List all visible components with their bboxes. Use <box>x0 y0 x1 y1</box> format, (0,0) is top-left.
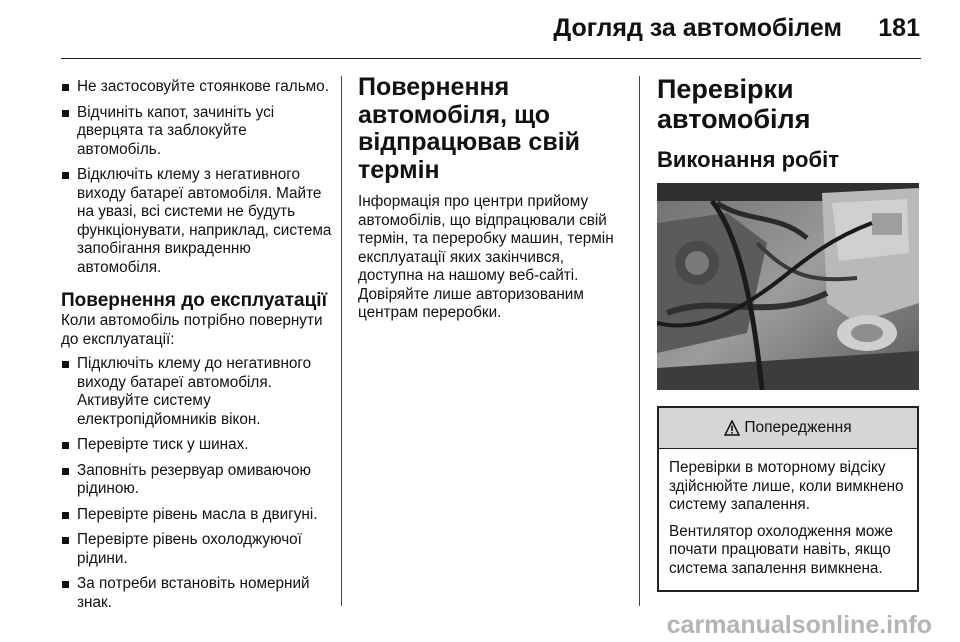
bullet-item: Перевірте рівень охолоджуючої рідини. <box>61 531 333 568</box>
header-rule <box>61 58 921 59</box>
paragraph: Інформація про центри прийому автомобілів, що відпрацювали свій термін, та переробку машин, термін експлуатації яких закінчився, доступна на нашому веб-сайті. <box>358 193 614 284</box>
column-3 <box>657 74 922 592</box>
bullet-item: Підключіть клему до негативного виходу батареї автомобіля. Активуйте систему електропідйомників вікон. <box>61 355 333 429</box>
watermark: carmanualsonline.info <box>666 611 932 639</box>
bullet-item: Відключіть клему з негативного виходу батареї автомобіля. Майте на увазі, всі системи не будуть функціонувати, наприклад, система запобігання викраденню автомобіля. <box>61 166 333 277</box>
subheading-performing-work: Виконання робіт <box>657 147 839 172</box>
engine-bay-photo <box>657 183 919 390</box>
column-divider-1 <box>341 76 342 606</box>
warning-triangle-icon <box>724 420 740 436</box>
page-number: 181 <box>878 14 920 42</box>
section-heading: Повернення до експлуатації <box>61 290 327 311</box>
bullet-item: Перевірте тиск у шинах. <box>61 436 333 455</box>
bullet-item: Заповніть резервуар омиваючою рідиною. <box>61 462 333 499</box>
bullet-item: За потреби встановіть номерний знак. <box>61 575 333 612</box>
section-heading-vehicle-checks: Перевірки автомобіля <box>657 74 811 134</box>
bullet-item: Не застосовуйте стоянкове гальмо. <box>61 78 333 97</box>
bullet-list-top <box>61 78 333 277</box>
bullet-item: Відчиніть капот, зачиніть усі дверцята та заблокуйте автомобіль. <box>61 104 333 160</box>
page-header-title: Догляд за автомобілем <box>553 14 842 42</box>
warning-body <box>659 449 917 590</box>
warning-box <box>657 406 919 592</box>
warning-paragraph: Перевірки в моторному відсіку здійснюйте лише, коли вимкнено систему запалення. <box>669 459 904 513</box>
bullet-list-bottom <box>61 355 333 612</box>
bullet-item: Перевірте рівень масла в двигуні. <box>61 506 333 525</box>
warning-header <box>659 408 917 449</box>
column-1 <box>61 78 333 619</box>
section-intro: Коли автомобіль потрібно повернути до експлуатації: <box>61 312 323 348</box>
section-heading-vehicle-return: Повернення автомобіля, що відпрацював свій термін <box>358 73 581 184</box>
warning-paragraph: Вентилятор охолодження може почати працювати навіть, якщо система запалення вимкнена. <box>669 522 893 577</box>
paragraph: Довіряйте лише авторизованим центрам переробки. <box>358 285 584 321</box>
warning-title: Попередження <box>744 419 852 436</box>
column-2 <box>358 74 630 331</box>
column-divider-2 <box>639 76 640 606</box>
